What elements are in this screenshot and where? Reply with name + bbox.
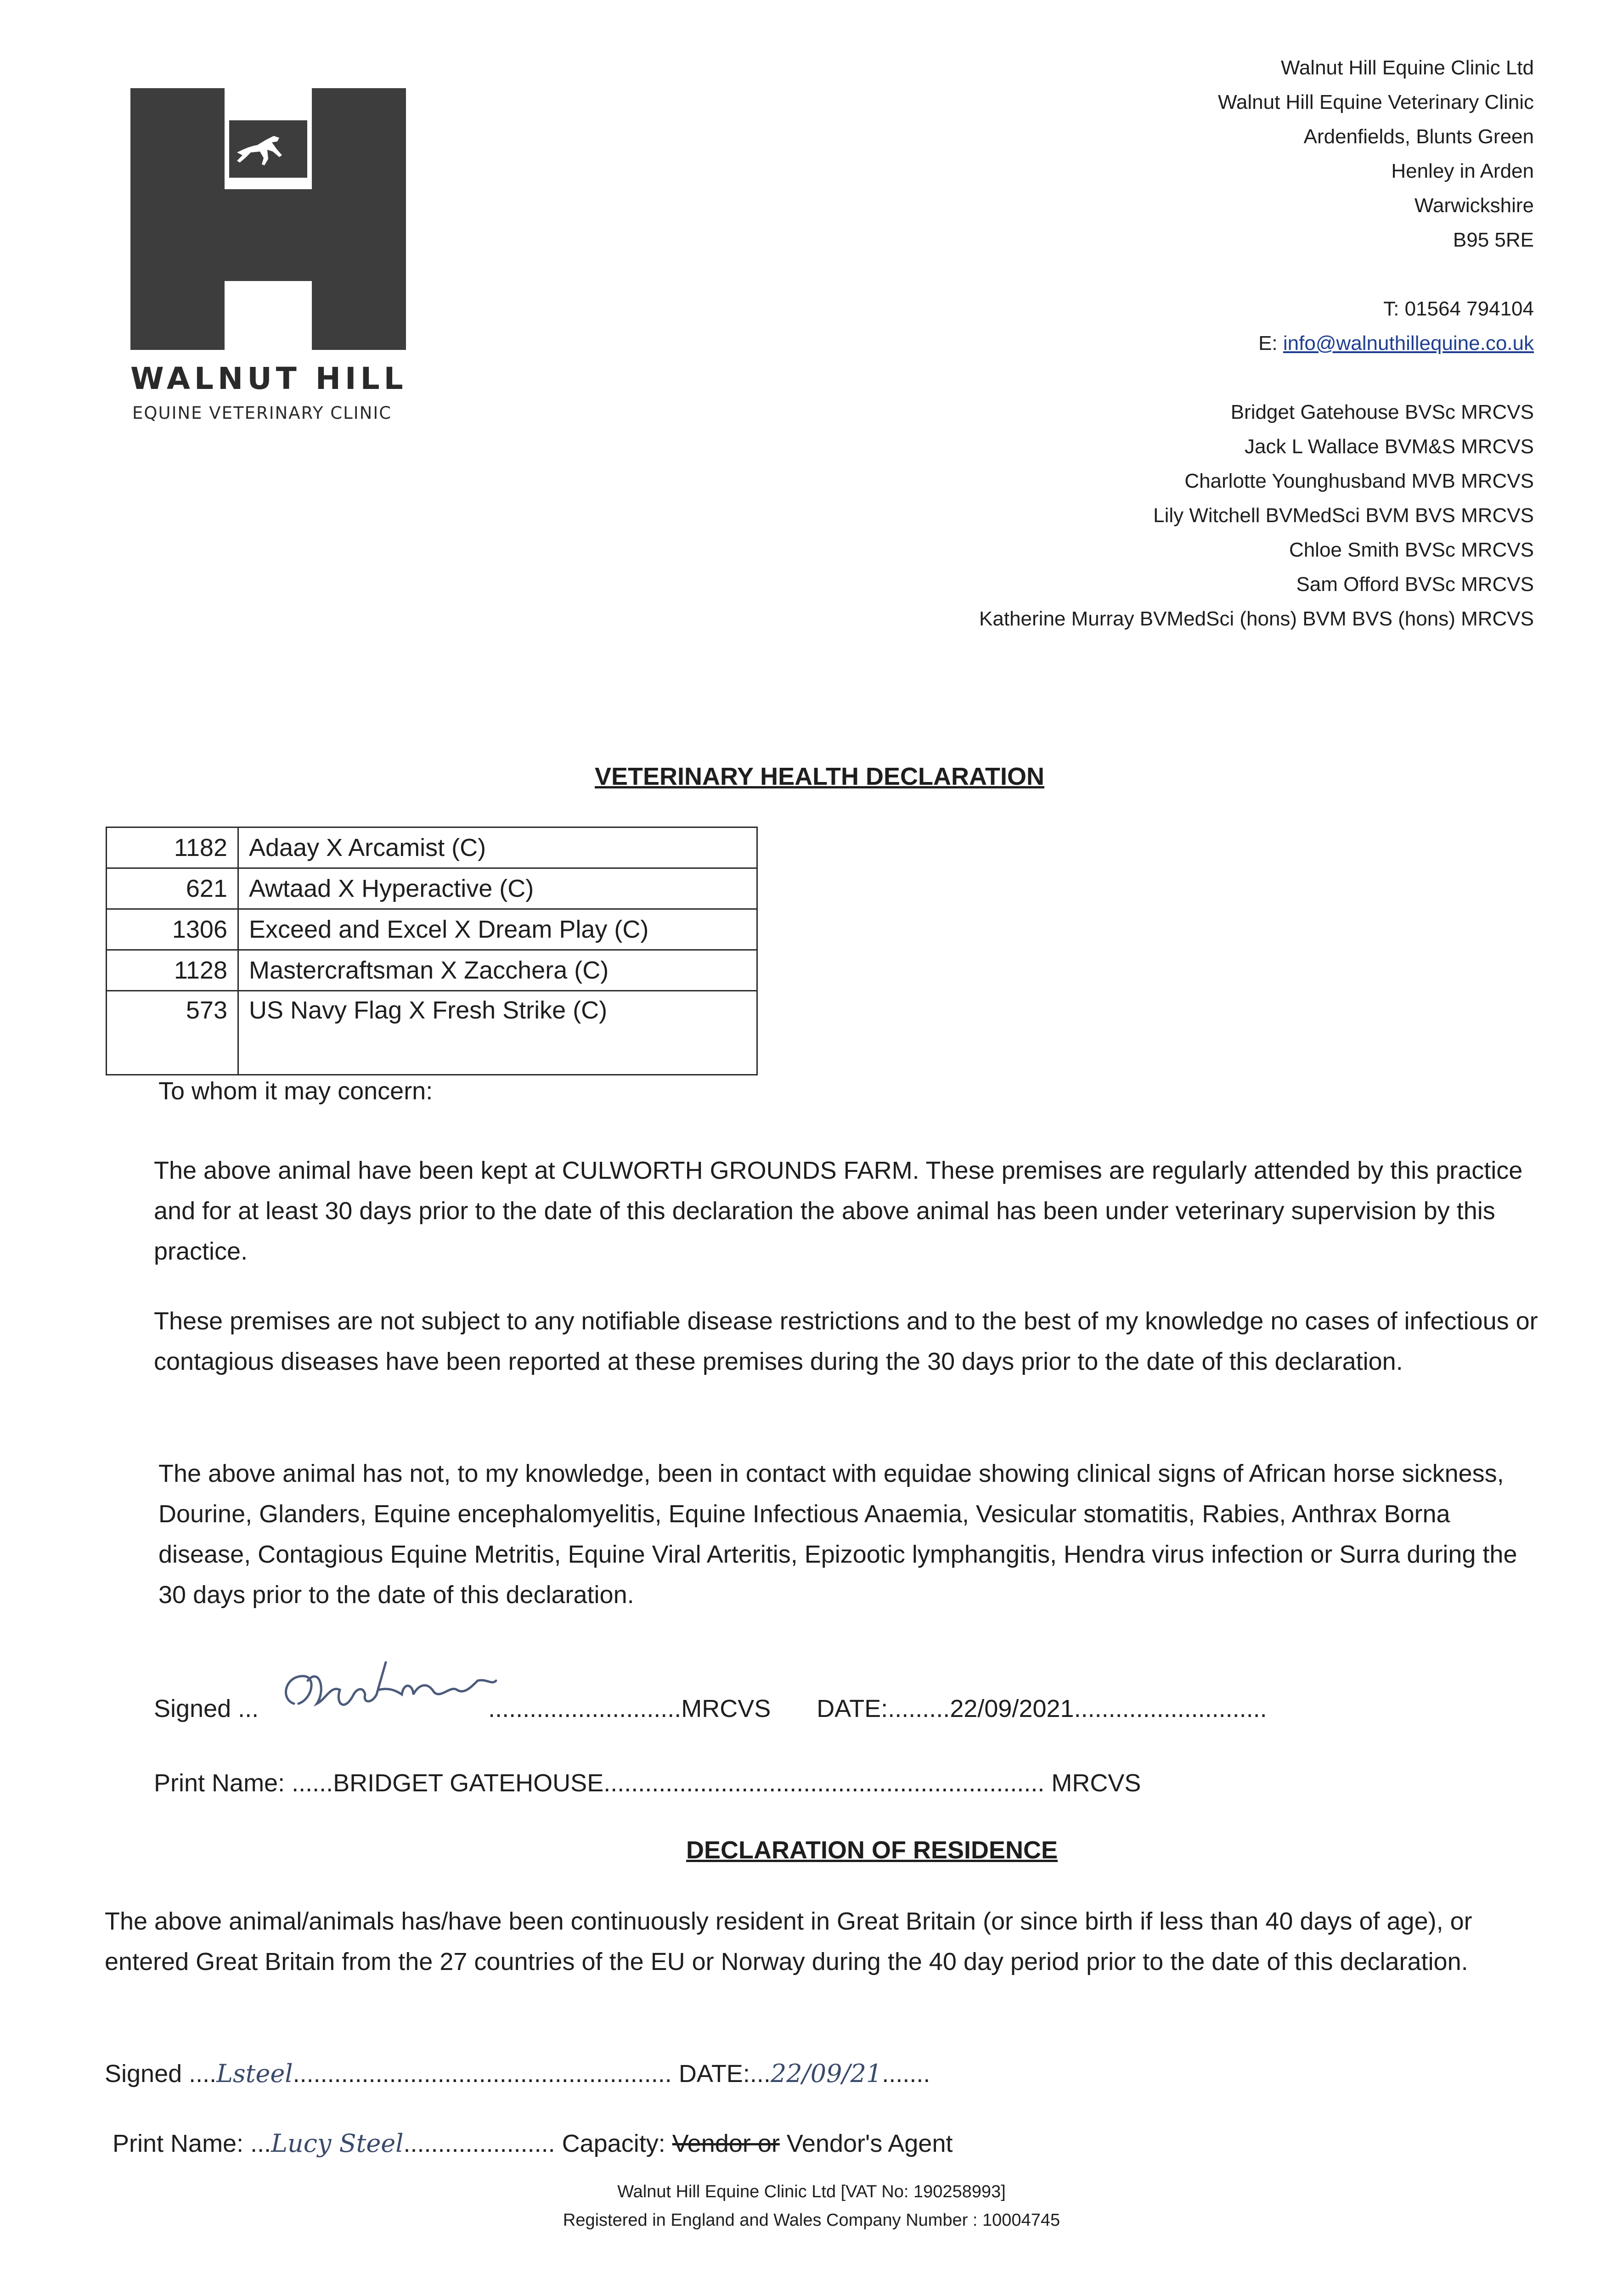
signed-label: Signed .... <box>105 2060 217 2088</box>
clinic-logo <box>130 88 406 350</box>
signed-label: Signed ... <box>154 1695 259 1722</box>
health-declaration-title: VETERINARY HEALTH DECLARATION <box>595 763 1045 790</box>
dots: ............................ <box>488 1695 682 1722</box>
horse-name: Mastercraftsman X Zacchera (C) <box>238 950 757 991</box>
email-prefix: E: <box>1258 332 1283 355</box>
horse-number: 1306 <box>107 909 238 950</box>
vendor-signature: Lsteel <box>216 2059 293 2088</box>
horse-name: Adaay X Arcamist (C) <box>238 827 757 868</box>
dots: ....... <box>882 2060 930 2088</box>
email-line <box>1258 326 1534 360</box>
vendor-sign-line <box>105 2059 930 2088</box>
date-label: DATE:... <box>671 2060 771 2088</box>
phone-number: T: 01564 794104 <box>1383 298 1534 320</box>
vet-name: Katherine Murray BVMedSci (hons) BVM BVS (hons) MRCVS <box>979 608 1534 630</box>
vet-name: Chloe Smith BVSc MRCVS <box>1289 539 1534 561</box>
address-line: Ardenfields, Blunts Green <box>1303 125 1534 148</box>
footer-registration: Registered in England and Wales Company Number : 10004745 <box>563 2211 1060 2230</box>
capacity-struck-option: Vendor or <box>672 2130 780 2157</box>
horse-name: US Navy Flag X Fresh Strike (C) <box>238 991 757 1075</box>
residence-declaration-title: DECLARATION OF RESIDENCE <box>686 1836 1058 1864</box>
horse-name: Awtaad X Hyperactive (C) <box>238 868 757 909</box>
table-row <box>107 991 757 1075</box>
footer <box>0 2178 1623 2234</box>
vet-name: Sam Offord BVSc MRCVS <box>1296 573 1534 596</box>
table-row <box>107 950 757 991</box>
horse-name: Exceed and Excel X Dream Play (C) <box>238 909 757 950</box>
vet-print-line <box>154 1769 1141 1797</box>
declaration-paragraph: The above animal have been kept at CULWORTH GROUNDS FARM. These premises are regularly attended by this practice and for at least 30 days prior to the date of this declaration the above animal has been under veterinary supervision by this practice. <box>154 1157 1523 1265</box>
residence-date: 22/09/21 <box>770 2059 882 2088</box>
clinic-address <box>1218 51 1534 257</box>
print-label: Print Name: ...... <box>154 1769 333 1797</box>
vendor-print-name: Lucy Steel <box>271 2129 404 2158</box>
capacity-label: Capacity: <box>555 2130 672 2157</box>
date-label: DATE:......... <box>817 1695 950 1722</box>
logo-name: WALNUT HILL <box>130 361 407 396</box>
horse-number: 621 <box>107 868 238 909</box>
email-link[interactable]: info@walnuthillequine.co.uk <box>1283 332 1534 355</box>
print-label: Print Name: ... <box>113 2130 271 2157</box>
clinic-contact <box>1258 292 1534 360</box>
dots: ...................... <box>403 2130 555 2157</box>
horse-table <box>106 827 758 1075</box>
address-line: Henley in Arden <box>1391 160 1534 182</box>
residence-paragraph: The above animal/animals has/have been continuously resident in Great Britain (or since birth if less than 40 days of age), or entered Great Britain from the 27 countries of the EU or Norway during the 40 day period prior to the date of this declaration. <box>105 1908 1472 1975</box>
declaration-date: 22/09/2021 <box>950 1695 1074 1722</box>
declaration-paragraph: These premises are not subject to any notifiable disease restrictions and to the best of my knowledge no cases of infectious or contagious diseases have been reported at these premises during the 30 days prior to the date of this declaration. <box>154 1307 1538 1375</box>
horse-number: 573 <box>107 991 238 1075</box>
footer-vat: Walnut Hill Equine Clinic Ltd [VAT No: 190258993] <box>617 2182 1006 2201</box>
vet-name: Charlotte Younghusband MVB MRCVS <box>1184 470 1534 492</box>
address-line: B95 5RE <box>1453 229 1534 251</box>
greeting: To whom it may concern: <box>158 1077 433 1105</box>
table-row <box>107 868 757 909</box>
address-line: Warwickshire <box>1414 194 1534 217</box>
vet-print-name: BRIDGET GATEHOUSE <box>333 1769 604 1797</box>
dots: ....................................................... <box>293 2060 672 2088</box>
vendor-print-line <box>113 2129 953 2158</box>
horse-number: 1182 <box>107 827 238 868</box>
mrcvs-label: MRCVS <box>681 1695 771 1722</box>
address-line: Walnut Hill Equine Clinic Ltd <box>1280 56 1534 79</box>
vet-sign-line <box>154 1694 1267 1723</box>
vet-list <box>979 395 1534 636</box>
table-row <box>107 827 757 868</box>
table-row <box>107 909 757 950</box>
vet-name: Lily Witchell BVMedSci BVM BVS MRCVS <box>1153 504 1534 527</box>
capacity-value: Vendor's Agent <box>779 2130 953 2157</box>
mrcvs-label: MRCVS <box>1044 1769 1141 1797</box>
declaration-paragraph: The above animal has not, to my knowledge, been in contact with equidae showing clinical signs of African horse sickness, Dourine, Glanders, Equine encephalomyelitis, Equine Infectious Anaemia, Vesicular stomatitis, Rabies, Anthrax Borna disease, Contagious Equine Metritis, Equine Viral Arteritis, Epizootic lymphangitis, Hendra virus infection or Surra during the 30 days prior to the date of this declaration. <box>158 1460 1517 1609</box>
horse-number: 1128 <box>107 950 238 991</box>
vet-name: Bridget Gatehouse BVSc MRCVS <box>1230 401 1534 423</box>
dots: ................................................................ <box>603 1769 1045 1797</box>
vet-name: Jack L Wallace BVM&S MRCVS <box>1244 435 1534 458</box>
address-line: Walnut Hill Equine Veterinary Clinic <box>1218 91 1534 113</box>
dots: ............................ <box>1074 1695 1267 1722</box>
logo-subtitle: EQUINE VETERINARY CLINIC <box>132 403 392 423</box>
